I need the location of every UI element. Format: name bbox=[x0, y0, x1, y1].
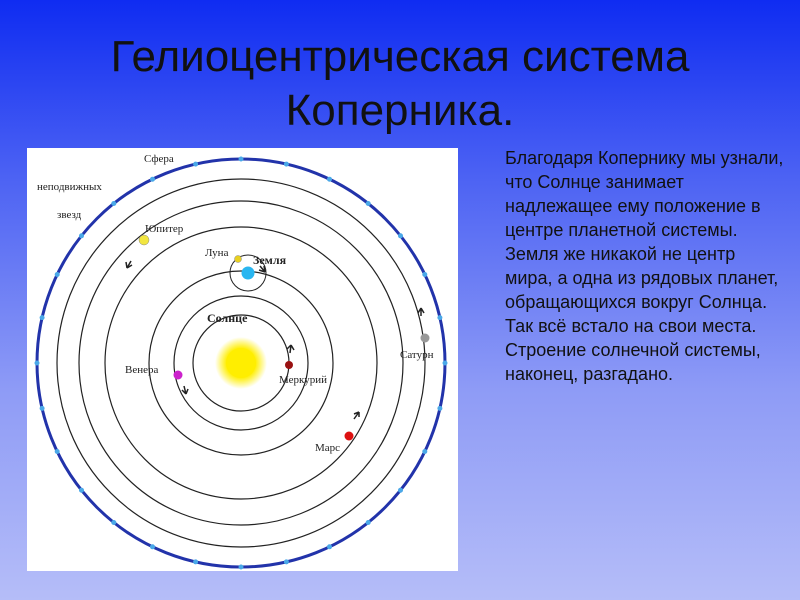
star-dot-icon bbox=[193, 559, 198, 564]
star-dot-icon bbox=[79, 233, 84, 238]
body-text: Благодаря Копернику мы узнали, что Солнце занимает надлежащее ему положение в центре планетной системы. Земля же никакой не центр мира, а одна из рядовых планет, обращающихся вокруг Солнца. Так всё встало на свои места. Строение солнечной системы, наконец, разгадано. bbox=[505, 148, 784, 384]
star-dot-icon bbox=[40, 406, 45, 411]
slide-title-line-2: Коперника. bbox=[285, 86, 515, 135]
earth-icon bbox=[242, 267, 255, 280]
star-dot-icon bbox=[35, 361, 40, 366]
slide-title-line-1: Гелиоцентрическая система bbox=[110, 32, 690, 81]
label-mercury: Меркурий bbox=[279, 374, 327, 386]
star-dot-icon bbox=[422, 272, 427, 277]
star-dot-icon bbox=[366, 201, 371, 206]
label-venus: Венера bbox=[125, 364, 159, 376]
star-dot-icon bbox=[193, 162, 198, 167]
venus-icon bbox=[174, 371, 183, 380]
star-dot-icon bbox=[366, 520, 371, 525]
star-dot-icon bbox=[111, 201, 116, 206]
saturn-icon bbox=[421, 334, 430, 343]
label-jupiter: Юпитер bbox=[145, 223, 184, 235]
label-earth: Земля bbox=[253, 253, 287, 267]
slide-title bbox=[0, 30, 800, 138]
star-dot-icon bbox=[443, 361, 448, 366]
star-dot-icon bbox=[239, 565, 244, 570]
star-dot-icon bbox=[150, 544, 155, 549]
star-dot-icon bbox=[284, 559, 289, 564]
star-dot-icon bbox=[437, 315, 442, 320]
star-dot-icon bbox=[284, 162, 289, 167]
mercury-icon bbox=[285, 361, 293, 369]
label-mars: Марс bbox=[315, 442, 341, 454]
star-dot-icon bbox=[150, 177, 155, 182]
star-dot-icon bbox=[422, 449, 427, 454]
label-sphere-1: Сфера bbox=[144, 153, 174, 165]
arrow-venus-icon bbox=[182, 386, 188, 394]
star-dot-icon bbox=[437, 406, 442, 411]
star-dot-icon bbox=[55, 449, 60, 454]
moon-icon bbox=[235, 256, 242, 263]
star-dot-icon bbox=[398, 488, 403, 493]
label-sphere-3: звезд bbox=[57, 209, 82, 221]
star-dot-icon bbox=[55, 272, 60, 277]
label-moon: Луна bbox=[205, 247, 229, 259]
mars-icon bbox=[345, 432, 354, 441]
label-sphere-2: неподвижных bbox=[37, 181, 102, 193]
arrow-jupiter-icon bbox=[126, 261, 132, 268]
arrow-mars-icon bbox=[354, 412, 359, 419]
label-saturn: Сатурн bbox=[400, 349, 434, 361]
sun-icon bbox=[226, 348, 256, 378]
star-dot-icon bbox=[327, 177, 332, 182]
diagram-svg bbox=[27, 148, 458, 571]
star-dot-icon bbox=[79, 488, 84, 493]
star-dot-icon bbox=[40, 315, 45, 320]
star-dot-icon bbox=[239, 157, 244, 162]
star-dot-icon bbox=[398, 233, 403, 238]
star-dot-icon bbox=[111, 520, 116, 525]
star-dot-icon bbox=[327, 544, 332, 549]
label-sun: Солнце bbox=[207, 311, 248, 325]
heliocentric-diagram bbox=[27, 148, 458, 571]
jupiter-icon bbox=[139, 235, 149, 245]
